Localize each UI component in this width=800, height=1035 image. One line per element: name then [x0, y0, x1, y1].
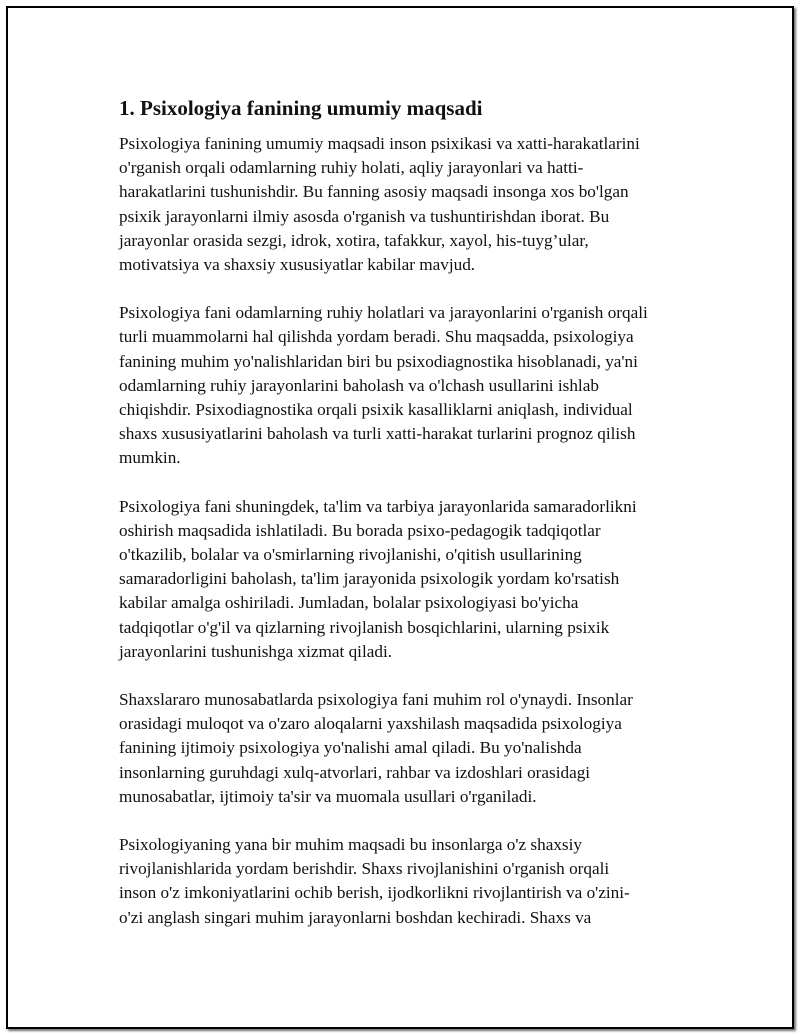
paragraph-4: [119, 688, 699, 809]
paragraph-5: [119, 833, 699, 930]
text-line: fanining ijtimoiy psixologiya yo'nalishi amal qiladi. Bu yo'nalishda: [119, 738, 582, 758]
text-line: insonlarning guruhdagi xulq-atvorlari, rahbar va izdoshlari orasidagi: [119, 762, 591, 782]
text-line: fanining muhim yo'nalishlaridan biri bu psixodiagnostika hisoblanadi, ya'ni: [119, 351, 638, 371]
text-line: oshirish maqsadida ishlatiladi. Bu borada psixo-pedagogik tadqiqotlar: [119, 520, 601, 540]
text-line: o'zi anglash singari muhim jarayonlarni boshdan kechiradi. Shaxs va: [119, 907, 592, 927]
paragraph-2: [119, 301, 699, 470]
text-line: psixik jarayonlarni ilmiy asosda o'rganish va tushuntirishdan iborat. Bu: [119, 206, 610, 226]
document-page: [6, 6, 794, 1029]
text-line: Shaxslararo munosabatlarda psixologiya fani muhim rol o'ynaydi. Insonlar: [119, 690, 633, 710]
paragraph-1: [119, 132, 699, 277]
text-line: Psixologiya fani shuningdek, ta'lim va tarbiya jarayonlarida samaradorlikni: [119, 496, 637, 516]
text-line: Psixologiyaning yana bir muhim maqsadi bu insonlarga o'z shaxsiy: [119, 835, 582, 855]
text-line: motivatsiya va shaxsiy xususiyatlar kabilar mavjud.: [119, 255, 476, 275]
text-line: kabilar amalga oshiriladi. Jumladan, bolalar psixologiyasi bo'yicha: [119, 593, 579, 613]
text-line: jarayonlar orasida sezgi, idrok, xotira, tafakkur, xayol, his-tuyg’ular,: [119, 230, 589, 250]
section-heading: 1. Psixologiya fanining umumiy maqsadi: [119, 96, 483, 120]
text-line: jarayonlarini tushunishga xizmat qiladi.: [119, 641, 393, 661]
paragraph-3: [119, 495, 699, 664]
text-line: mumkin.: [119, 448, 181, 468]
text-line: Psixologiya fani odamlarning ruhiy holatlari va jarayonlarini o'rganish orqali: [119, 303, 648, 323]
text-line: orasidagi muloqot va o'zaro aloqalarni yaxshilash maqsadida psixologiya: [119, 714, 622, 734]
document-body: [119, 94, 699, 954]
text-line: rivojlanishlarida yordam berishdir. Shaxs rivojlanishini o'rganish orqali: [119, 859, 610, 879]
text-line: samaradorligini baholash, ta'lim jarayonida psixologik yordam ko'rsatish: [119, 569, 620, 589]
text-line: inson o'z imkoniyatlarini ochib berish, ijodkorlikni rivojlantirish va o'zini-: [119, 883, 630, 903]
text-line: o'rganish orqali odamlarning ruhiy holati, aqliy jarayonlari va hatti-: [119, 158, 584, 178]
text-line: turli muammolarni hal qilishda yordam beradi. Shu maqsadda, psixologiya: [119, 327, 634, 347]
text-line: munosabatlar, ijtimoiy ta'sir va muomala usullari o'rganiladi.: [119, 786, 537, 806]
text-line: shaxs xususiyatlarini baholash va turli xatti-harakat turlarini prognoz qilish: [119, 424, 636, 444]
text-line: odamlarning ruhiy jarayonlarini baholash va o'lchash usullarini ishlab: [119, 375, 599, 395]
text-line: chiqishdir. Psixodiagnostika orqali psixik kasalliklarni aniqlash, individual: [119, 400, 633, 420]
text-line: harakatlarini tushunishdir. Bu fanning asosiy maqsadi insonga xos bo'lgan: [119, 182, 629, 202]
text-line: Psixologiya fanining umumiy maqsadi inson psixikasi va xatti-harakatlarini: [119, 134, 640, 153]
text-line: tadqiqotlar o'g'il va qizlarning rivojlanish bosqichlarini, ularning psixik: [119, 617, 610, 637]
text-line: o'tkazilib, bolalar va o'smirlarning rivojlanishi, o'qitish usullarining: [119, 545, 582, 565]
